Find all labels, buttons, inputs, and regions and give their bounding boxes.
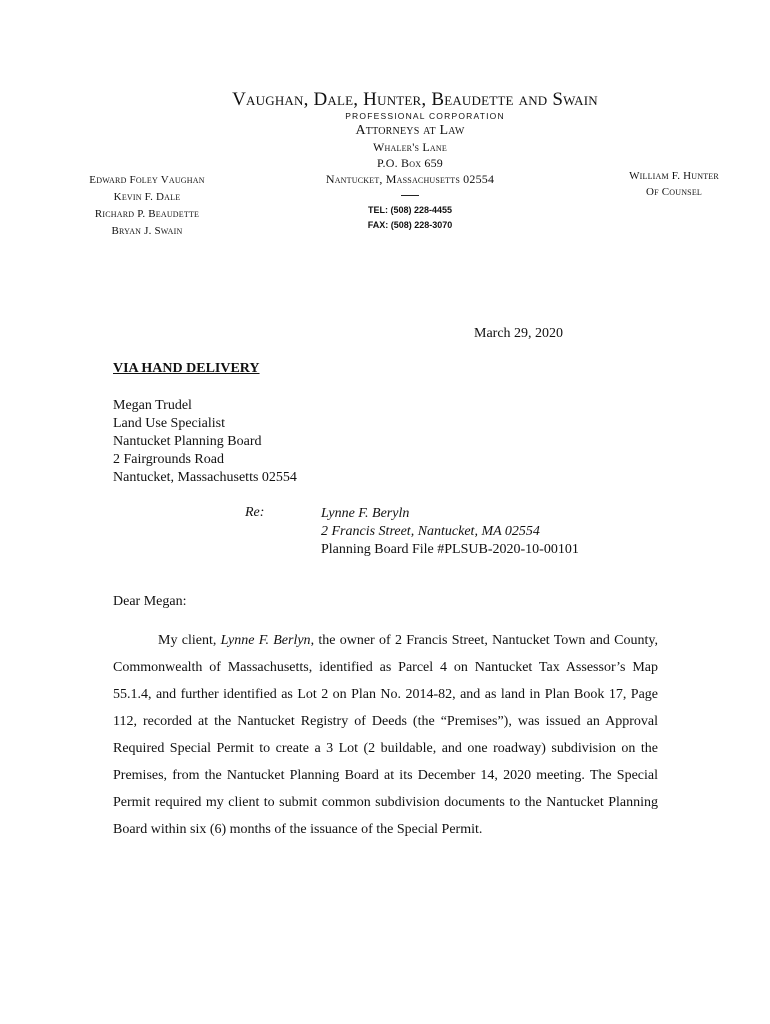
letter-date: March 29, 2020 (474, 326, 564, 341)
telephone: TEL: (508) 228-4455 (367, 205, 453, 215)
street: Whaler's Lane (373, 140, 447, 154)
body-paragraph (113, 627, 658, 843)
addressee-line: 2 Fairgrounds Road (113, 452, 224, 467)
fax: FAX: (508) 228-3070 (367, 220, 453, 230)
addressee-line: Megan Trudel (113, 398, 192, 413)
partner-name: Richard P. Beaudette (94, 208, 200, 220)
partner-name: Edward Foley Vaughan (89, 174, 205, 186)
of-counsel-title: Of Counsel (645, 186, 703, 198)
paragraph-text: , the owner of 2 Francis Street, Nantucket Town and County, Commonwealth of Massachusetts, identified as Parcel 4 on Nantucket Tax Assessor’s Map 55.1.4, and further identified as Lot 2 on Plan No. 2014-82, and as land in Plan Book 17, Page 112, recorded at the Nantucket Registry of Deeds (the “Premises”), was issued an Approval Required Special Permit to create a 3 Lot (2 buildable, and one roadway) subdivision on the Premises, from the Nantucket Planning Board at its December 14, 2020 meeting. The Special Permit required my client to submit common subdivision documents to the Nantucket Planning Board within six (6) months of the issuance of the Special Permit. (113, 633, 659, 837)
city-state-zip: Nantucket, Massachusetts 02554 (325, 172, 495, 186)
profession: Attorneys at Law (355, 123, 465, 138)
of-counsel-name: William F. Hunter (629, 170, 719, 182)
partner-name: Kevin F. Dale (113, 191, 181, 203)
po-box: P.O. Box 659 (377, 156, 443, 170)
of-counsel (621, 168, 727, 200)
partners-list (82, 172, 212, 240)
re-address: 2 Francis Street, Nantucket, MA 02554 (321, 524, 540, 539)
firm-name: Vaughan, Dale, Hunter, Beaudette and Swain (232, 89, 598, 110)
addressee-block (113, 397, 297, 487)
divider (401, 195, 419, 196)
partner-name: Bryan J. Swain (111, 225, 183, 237)
firm-subtitle: PROFESSIONAL CORPORATION (345, 111, 505, 121)
paragraph-text: My client, (158, 633, 221, 648)
salutation: Dear Megan: (113, 594, 187, 609)
re-file-number: Planning Board File #PLSUB-2020-10-00101 (321, 542, 579, 557)
re-label: Re: (245, 505, 265, 520)
addressee-line: Nantucket Planning Board (113, 434, 262, 449)
client-name: Lynne F. Berlyn (220, 633, 311, 648)
addressee-line: Nantucket, Massachusetts 02554 (113, 470, 297, 485)
re-block (321, 505, 579, 559)
addressee-line: Land Use Specialist (113, 416, 225, 431)
re-name: Lynne F. Beryln (321, 506, 410, 521)
delivery-method: VIA HAND DELIVERY (113, 361, 260, 376)
